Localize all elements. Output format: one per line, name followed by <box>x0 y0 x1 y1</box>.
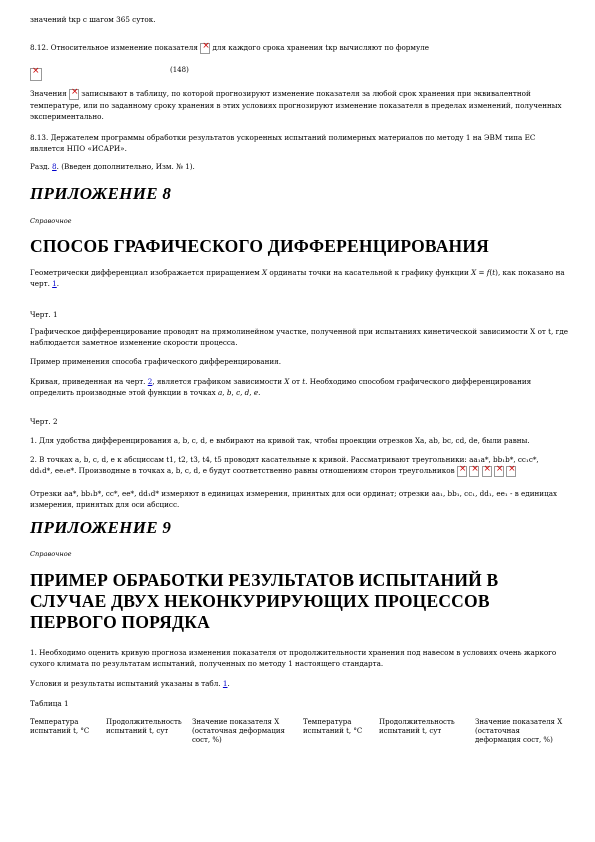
paragraph-step-2: 2. В точках a, b, c, d, e к абсциссам t1, t2, t3, t4, t5 проводят касательные к кривой. Рассматривают треугольники: aa₁a*, bb₁b*, cc₁c*, dd₁d*, ee₁e*. Производные в точках a, b, c, d, e будут соответственно равны отношениям сторон треугольников × × × × × <box>30 454 570 477</box>
appendix-8-title: ПРИЛОЖЕНИЕ 8 <box>30 184 172 203</box>
paragraph-segments: Отрезки aa*, bb₁b*, cc*, ee*, dd₁d* измеряют в единицах измерения, принятых для оси ординат; отрезки aa₁, bb₁, cc₁, dd₁, ee₁ - в единицах измерения, принятых для оси абсцисс. <box>30 489 558 509</box>
appendix-8-heading: СПОСОБ ГРАФИЧЕСКОГО ДИФФЕРЕНЦИРОВАНИЯ <box>30 236 489 256</box>
ratio-image-icon <box>482 466 492 477</box>
paragraph-conditions: Условия и результаты испытаний указаны в табл. 1. <box>30 679 230 688</box>
paragraph-8-13: 8.13. Держателем программы обработки результатов ускоренных испытаний полимерных материалов по методу 1 на ЭВМ типа ЕС является НПО «ИСАРИ». <box>30 133 536 153</box>
section-link[interactable]: 8 <box>52 162 57 171</box>
appendix-9-title: ПРИЛОЖЕНИЕ 9 <box>30 518 172 537</box>
ratio-image-icon <box>469 466 479 477</box>
formula-number: (148) <box>170 66 189 74</box>
chart-1-caption: Черт. 1 <box>30 310 58 319</box>
paragraph-8-12: 8.12. Относительное изменение показателя × для каждого срока хранения tкр вычисляют по формуле <box>30 42 570 54</box>
table-header-row <box>30 718 570 745</box>
paragraph-step-1: 1. Для удобства дифференцирования a, b, c, d, e выбирают на кривой так, чтобы проекции отрезков Xa, ab, bc, cd, de, были равны. <box>30 436 530 445</box>
paragraph: значений tкр с шагом 365 суток. <box>30 15 156 24</box>
table-header-cell: Продолжительность испытаний t, сут <box>379 718 455 735</box>
appendix-9-heading: ПРИМЕР ОБРАБОТКИ РЕЗУЛЬТАТОВ ИСПЫТАНИЙ В СЛУЧАЕ ДВУХ НЕКОНКУРИРУЮЩИХ ПРОЦЕССОВ ПЕРВОГО ПОРЯДКА <box>30 570 499 632</box>
table-1-link[interactable]: 1 <box>222 679 228 688</box>
table-caption: Таблица 1 <box>30 699 69 708</box>
appendix-9-ref: Справочное <box>30 550 72 558</box>
paragraph-9-1: 1. Необходимо оценить кривую прогноза изменения показателя от продолжительности хранения под навесом в условиях очень жаркого сухого климата по результатам испытаний, полученных по методу 1 настоящего стандарта. <box>30 648 557 668</box>
paragraph-example: Пример применения способа графического дифференцирования. <box>30 357 281 366</box>
chart-2-caption: Черт. 2 <box>30 417 58 426</box>
table-header-cell: Значение показателя X (остаточная деформация сост, %) <box>192 718 285 744</box>
table-header-cell: Температура испытаний t, °С <box>30 718 90 735</box>
appendix-8-ref: Справочное <box>30 217 72 225</box>
chart-1-link[interactable]: 1 <box>52 279 57 288</box>
table-header-cell: Значение показателя X (остаточная деформация сост, %) <box>475 718 563 744</box>
results-table <box>30 718 570 745</box>
section-note: Разд. 8. (Введен дополнительно, Изм. № 1). <box>30 162 195 171</box>
formula-image-icon <box>69 89 79 100</box>
ratio-image-icon <box>494 466 504 477</box>
table-header-cell: Продолжительность испытаний t, сут <box>106 718 182 735</box>
paragraph-curve: Кривая, приведенная на черт. 2, является графиком зависимости X от t. Необходимо способом графического дифференцирования определить производные этой функции в точках a, b, c, d, e. <box>30 377 532 397</box>
ratio-image-icon <box>506 466 516 477</box>
formula-image-icon <box>200 43 210 54</box>
chart-2-link[interactable]: 2 <box>147 377 153 386</box>
table-header-cell: Температура испытаний t, °С <box>303 718 363 735</box>
paragraph-graph: Графическое дифференцирование проводят на прямолинейном участке, полученной при испытаниях кинетической зависимости X от t, где наблюдается заметное изменение скорости процесса. <box>30 327 569 347</box>
formula-image-icon <box>30 68 42 81</box>
formula-row <box>30 64 570 83</box>
paragraph-geom: Геометрически дифференциал изображается приращением X ординаты точки на касательной к графику функции X = f(t), как показано на черт. 1. <box>30 268 565 288</box>
ratio-image-icon <box>457 466 467 477</box>
paragraph-values: Значения × записывают в таблицу, по которой прогнозируют изменение показателя за любой срок хранения при эквивалентной температуре, или по заданному сроку хранения в этих условиях прогнозируют изменение показателя в пределах изменений, полученных экспериментально. <box>30 88 570 122</box>
